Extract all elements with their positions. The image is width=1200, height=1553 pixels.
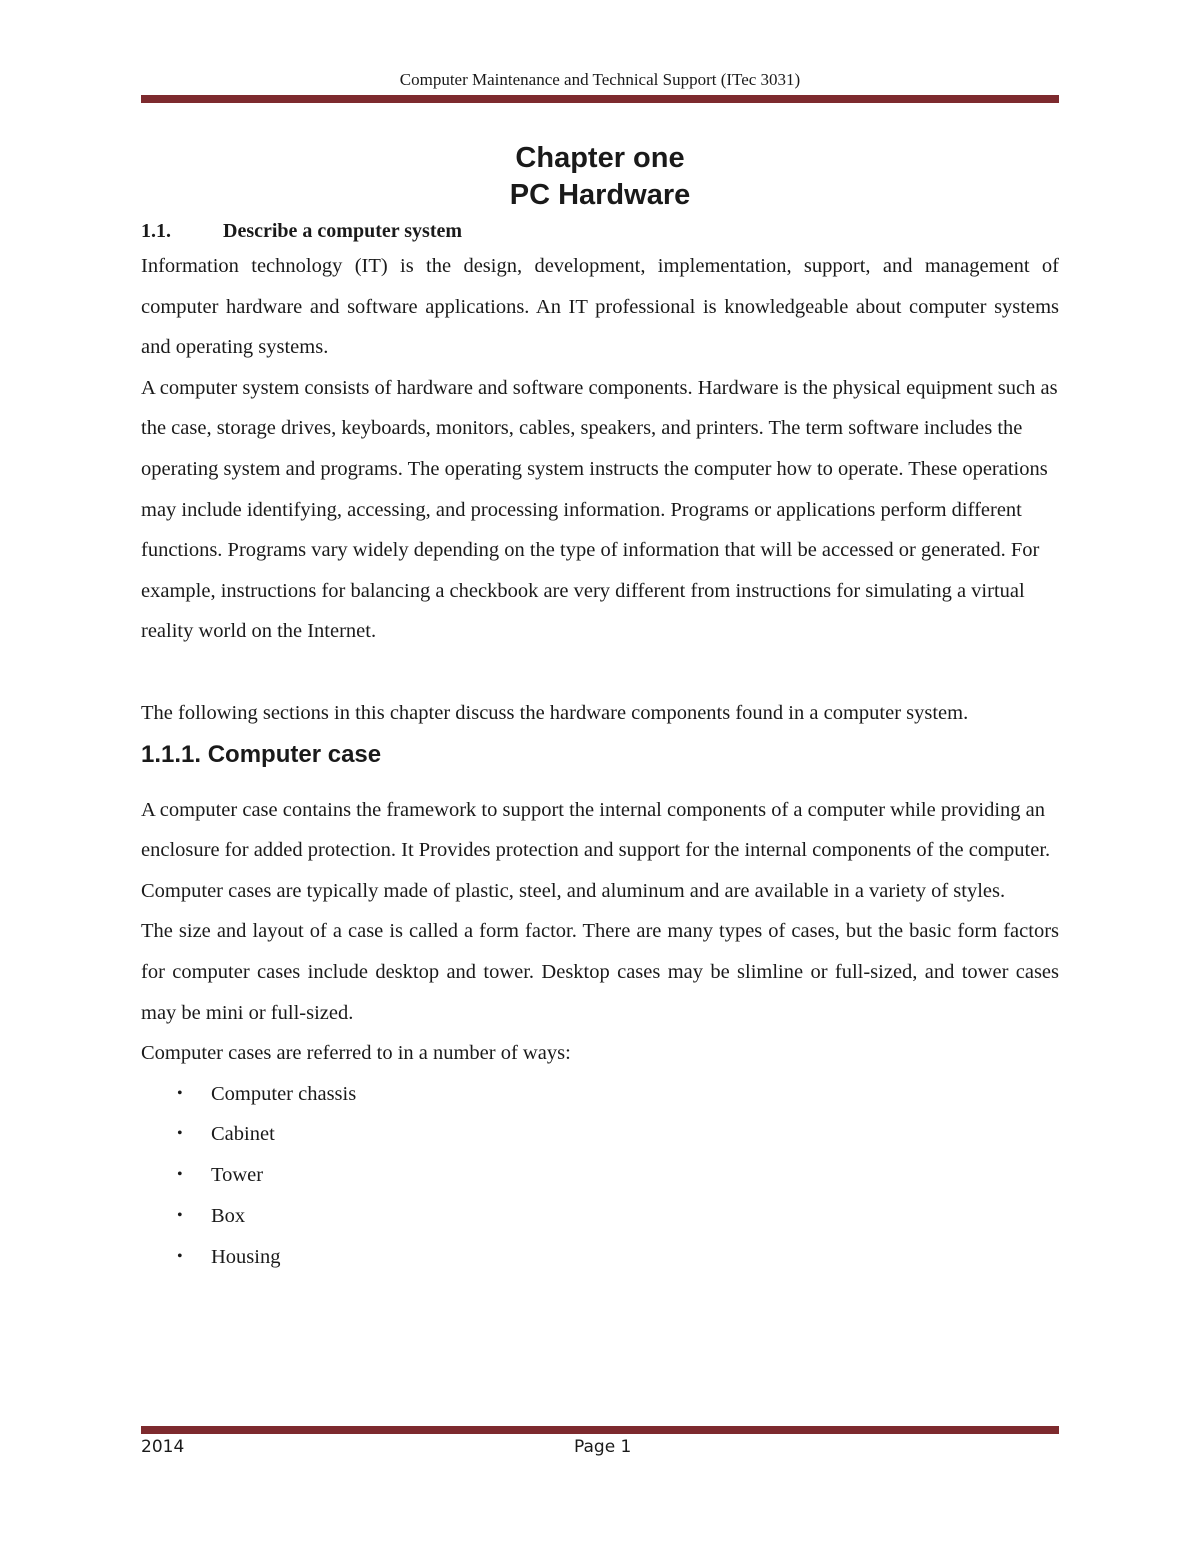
running-header: Computer Maintenance and Technical Support (ITec 3031)	[399, 70, 801, 89]
list-item-text: Tower	[211, 1164, 264, 1187]
list-item-text: Box	[211, 1205, 246, 1228]
list-item	[141, 1155, 1059, 1196]
bullet-icon: •	[177, 1084, 183, 1102]
bullet-icon: •	[177, 1247, 183, 1265]
paragraph-following-sections: The following sections in this chapter discuss the hardware components found in a computer system.	[141, 701, 969, 724]
bullet-icon: •	[177, 1125, 183, 1143]
case-names-list	[141, 1074, 1059, 1278]
list-item	[141, 1237, 1059, 1278]
paragraph-gap	[141, 652, 1059, 693]
header-rule	[141, 95, 1059, 103]
bullet-icon: •	[177, 1166, 183, 1184]
paragraph-it-definition: Information technology (IT) is the design, development, implementation, support, and management of computer hardware and software applications. An IT professional is knowledgeable about computer systems and operating systems.	[141, 255, 1059, 359]
paragraph-form-factor: The size and layout of a case is called a form factor. There are many types of cases, but the basic form factors for computer cases include desktop and tower. Desktop cases may be slimline or full-sized, and tower cases may be mini or full-sized.	[141, 920, 1059, 1024]
chapter-title	[141, 140, 1059, 214]
page-number: Page 1	[574, 1437, 632, 1457]
page-content	[141, 140, 1059, 1278]
section-heading	[141, 216, 1059, 246]
chapter-title-line2: PC Hardware	[509, 179, 691, 211]
list-item	[141, 1114, 1059, 1155]
list-item-text: Housing	[211, 1245, 281, 1268]
bullet-icon: •	[177, 1207, 183, 1225]
section-title: Describe a computer system	[223, 220, 463, 242]
chapter-title-line1: Chapter one	[515, 142, 685, 174]
section-number: 1.1.	[141, 220, 171, 242]
list-item-text: Computer chassis	[211, 1082, 357, 1105]
footer-year: 2014	[141, 1437, 185, 1457]
footer-rule	[141, 1426, 1059, 1434]
list-item	[141, 1074, 1059, 1115]
list-item-text: Cabinet	[211, 1123, 275, 1146]
paragraph-computer-system: A computer system consists of hardware and software components. Hardware is the physical equipment such as the case, storage drives, keyboards, monitors, cables, speakers, and printers. The term software includes the operating system and programs. The operating system instructs the computer how to operate. These operations may include identifying, accessing, and processing information. Programs or applications perform different functions. Programs vary widely depending on the type of information that will be accessed or generated. For example, instructions for balancing a checkbook are very different from instructions for simulating a virtual reality world on the Internet.	[141, 376, 1058, 643]
subsection-heading: 1.1.1. Computer case	[141, 740, 382, 768]
paragraph-case-names-intro: Computer cases are referred to in a number of ways:	[141, 1042, 571, 1065]
list-item	[141, 1196, 1059, 1237]
paragraph-computer-case: A computer case contains the framework to support the internal components of a computer while providing an enclosure for added protection. It Provides protection and support for the internal components of the computer. Computer cases are typically made of plastic, steel, and aluminum and are available in a variety of styles.	[141, 798, 1051, 902]
